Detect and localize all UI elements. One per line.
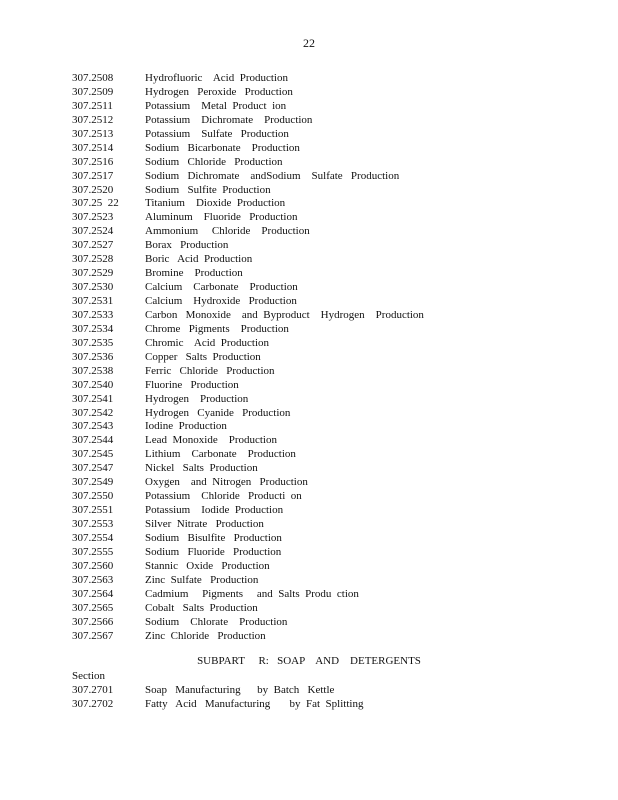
section-title: Borax Production	[145, 239, 229, 252]
section-number: 307.2509	[72, 85, 114, 98]
section-number: 307.2520	[72, 183, 114, 196]
list-item	[72, 560, 592, 574]
section-number: 307.2516	[72, 155, 114, 168]
list-item	[72, 225, 592, 239]
section-title: Sodium Chloride Production	[145, 155, 283, 168]
section-number: 307.2527	[72, 239, 114, 252]
section-title: Zinc Sulfate Production	[145, 573, 259, 586]
list-item	[72, 602, 592, 616]
section-title: Copper Salts Production	[145, 350, 261, 363]
section-title: Oxygen and Nitrogen Production	[145, 476, 308, 489]
section-title: Calcium Hydroxide Production	[145, 295, 297, 307]
list-item	[72, 142, 592, 156]
section-title: Sodium Dichromate andSodium Sulfate Production	[145, 169, 400, 182]
section-number: 307.2514	[72, 141, 114, 154]
list-item	[72, 239, 592, 253]
list-item	[72, 170, 592, 184]
list-item	[72, 518, 592, 532]
section-title: Chromic Acid Production	[145, 336, 270, 349]
section-number: 307.2517	[72, 169, 114, 182]
section-number: 307.2551	[72, 504, 114, 517]
section-title: Lead Monoxide Production	[145, 434, 277, 447]
list-item	[72, 490, 592, 504]
section-number: 307.2508	[72, 72, 114, 84]
section-number: 307.2512	[72, 113, 114, 126]
section-number: 307.2550	[72, 490, 114, 503]
list-item	[72, 434, 592, 448]
list-item	[72, 574, 592, 588]
section-number: 307.2544	[72, 434, 114, 447]
section-number: 307.2529	[72, 267, 114, 280]
list-item	[72, 309, 592, 323]
section-title: Ammonium Chloride Production	[145, 225, 310, 238]
list-item	[72, 616, 592, 630]
section-number: 307.2545	[72, 448, 114, 461]
list-item	[72, 281, 592, 295]
list-item	[72, 393, 592, 407]
list-item	[72, 100, 592, 114]
section-number: 307.2543	[72, 420, 114, 433]
section-number: 307.25 22	[72, 197, 119, 210]
list-item	[72, 86, 592, 100]
section-title: Hydrogen Peroxide Production	[145, 85, 293, 98]
section-title: Sodium Bisulfite Production	[145, 531, 282, 544]
section-number: 307.2533	[72, 308, 114, 321]
section-title: Hydrogen Production	[145, 392, 249, 405]
section-number: 307.2530	[72, 281, 114, 294]
section-title: Titanium Dioxide Production	[145, 197, 286, 210]
list-item	[72, 267, 592, 281]
section-number: 307.2540	[72, 378, 114, 391]
section-title: Potassium Chloride Producti on	[145, 490, 302, 503]
list-item	[72, 184, 592, 198]
list-item	[72, 420, 592, 434]
section-number: 307.2564	[72, 587, 114, 600]
section-number: 307.2538	[72, 364, 114, 377]
list-item	[72, 698, 592, 712]
list-item	[72, 211, 592, 225]
list-item	[72, 351, 592, 365]
section-title: Cadmium Pigments and Salts Produ ction	[145, 587, 359, 600]
section-title: Hydrofluoric Acid Production	[145, 72, 288, 84]
section-number: 307.2513	[72, 127, 114, 140]
list-item	[72, 546, 592, 560]
section-title: Sodium Chlorate Production	[145, 615, 288, 628]
section-title: Potassium Metal Product ion	[145, 99, 287, 112]
list-item	[72, 295, 592, 309]
section-title: Calcium Carbonate Production	[145, 281, 298, 294]
list-item	[72, 156, 592, 170]
section-title: Cobalt Salts Production	[145, 601, 258, 614]
section-number: 307.2511	[72, 99, 113, 112]
list-item	[72, 323, 592, 337]
list-item	[72, 72, 592, 86]
section-number: 307.2528	[72, 253, 114, 266]
list-item	[72, 448, 592, 462]
section-title: Aluminum Fluoride Production	[145, 211, 298, 224]
list-item	[72, 407, 592, 421]
subpart-heading: SUBPART R: SOAP AND DETERGENTS	[197, 655, 421, 667]
list-item	[72, 504, 592, 518]
section-number: 307.2702	[72, 697, 114, 710]
section-title: Potassium Dichromate Production	[145, 113, 313, 126]
section-title: Silver Nitrate Production	[145, 518, 264, 530]
section-number: 307.2553	[72, 518, 114, 530]
list-item	[72, 197, 592, 211]
section-number: 307.2701	[72, 684, 114, 696]
section-title: Lithium Carbonate Production	[145, 448, 296, 461]
section-title: Zinc Chloride Production	[145, 629, 266, 642]
section-number: 307.2567	[72, 629, 114, 642]
section-number: 307.2542	[72, 406, 114, 419]
section-number: 307.2531	[72, 295, 114, 307]
section-title: Ferric Chloride Production	[145, 364, 275, 377]
list-item	[72, 588, 592, 602]
section-number: 307.2534	[72, 322, 114, 335]
subpart-section-list	[72, 684, 592, 712]
section-number: 307.2566	[72, 615, 114, 628]
list-item	[72, 128, 592, 142]
section-title: Sodium Bicarbonate Production	[145, 141, 300, 154]
section-title: Fluorine Production	[145, 378, 239, 391]
section-title: Bromine Production	[145, 267, 243, 280]
section-number: 307.2547	[72, 462, 114, 475]
section-number: 307.2549	[72, 476, 114, 489]
section-title: Potassium Sulfate Production	[145, 127, 289, 140]
section-title: Potassium Iodide Production	[145, 504, 284, 517]
list-item	[72, 476, 592, 490]
section-number: 307.2560	[72, 559, 114, 572]
list-item	[72, 684, 592, 698]
list-item	[72, 630, 592, 644]
section-title: Fatty Acid Manufacturing by Fat Splitting	[145, 697, 364, 710]
section-title: Hydrogen Cyanide Production	[145, 406, 291, 419]
section-number: 307.2563	[72, 573, 114, 586]
list-item	[72, 365, 592, 379]
section-number: 307.2523	[72, 211, 114, 224]
list-item	[72, 253, 592, 267]
section-number: 307.2536	[72, 350, 114, 363]
section-title: Soap Manufacturing by Batch Kettle	[145, 684, 335, 696]
section-number: 307.2565	[72, 601, 114, 614]
section-title: Carbon Monoxide and Byproduct Hydrogen Production	[145, 308, 424, 321]
list-item	[72, 114, 592, 128]
section-title: Sodium Fluoride Production	[145, 545, 282, 558]
section-number: 307.2535	[72, 336, 114, 349]
list-item	[72, 337, 592, 351]
section-title: Boric Acid Production	[145, 253, 253, 266]
section-number: 307.2541	[72, 392, 114, 405]
list-item	[72, 532, 592, 546]
section-title: Stannic Oxide Production	[145, 559, 270, 572]
list-item	[72, 379, 592, 393]
list-item	[72, 462, 592, 476]
section-number: 307.2555	[72, 545, 114, 558]
section-title: Chrome Pigments Production	[145, 322, 289, 335]
page-number: 22	[303, 36, 315, 50]
section-number: 307.2554	[72, 531, 114, 544]
section-title: Nickel Salts Production	[145, 462, 258, 475]
section-title: Iodine Production	[145, 420, 227, 433]
section-title: Sodium Sulfite Production	[145, 183, 271, 196]
section-number: 307.2524	[72, 225, 114, 238]
section-column-label: Section	[72, 670, 105, 682]
section-list	[72, 72, 592, 643]
